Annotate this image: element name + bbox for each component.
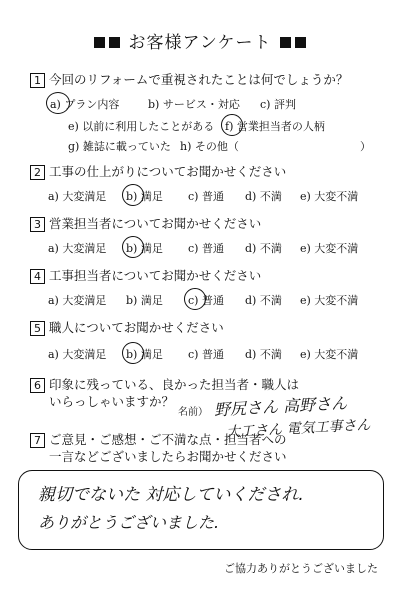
name-label: 名前）	[178, 407, 208, 418]
question-text: 今回のリフォームで重視されたことは何でしょうか？	[49, 72, 349, 87]
option-b[interactable]: b) サービス・対応	[148, 98, 240, 111]
question-number: 7	[30, 433, 45, 448]
question-7-line2: 一言などございましたらお聞かせください	[49, 449, 287, 464]
rating-b[interactable]: b) 満足	[126, 294, 163, 307]
rating-a[interactable]: a) 大変満足	[48, 348, 107, 361]
rating-b[interactable]: b) 満足	[126, 242, 163, 255]
question-text: 工事の仕上がりについてお聞かせください	[49, 164, 287, 179]
question-text: 印象に残っている、良かった担当者・職人は	[49, 377, 300, 392]
option-f[interactable]: f) 営業担当者の人柄	[225, 120, 325, 133]
selection-circle	[122, 236, 144, 258]
question-2	[30, 162, 286, 180]
square-bullet-icon	[280, 37, 291, 48]
rating-e[interactable]: e) 大変不満	[300, 348, 359, 361]
title-text: お客様アンケート	[128, 33, 272, 53]
handwritten-names: 野尻さん 高野さん	[213, 393, 348, 420]
question-text: 工事担当者についてお聞かせください	[49, 268, 262, 283]
rating-e[interactable]: e) 大変不満	[300, 294, 359, 307]
question-6	[30, 375, 299, 393]
question-1	[30, 70, 348, 88]
rating-d[interactable]: d) 不満	[245, 190, 282, 203]
rating-b[interactable]: b) 満足	[126, 348, 163, 361]
rating-d[interactable]: d) 不満	[245, 294, 282, 307]
option-e[interactable]: e) 以前に利用したことがある	[68, 120, 215, 133]
option-c[interactable]: c) 評判	[260, 98, 296, 111]
option-a[interactable]: a) プラン内容	[50, 98, 120, 111]
question-number: 3	[30, 217, 45, 232]
rating-c[interactable]: c) 普通	[188, 348, 224, 361]
question-3	[30, 214, 261, 232]
selection-circle	[122, 184, 144, 206]
question-7	[30, 430, 287, 448]
question-text: 職人についてお聞かせください	[49, 320, 224, 335]
question-number: 6	[30, 378, 45, 393]
question-number: 4	[30, 269, 45, 284]
question-number: 1	[30, 73, 45, 88]
question-number: 5	[30, 321, 45, 336]
question-text: 営業担当者についてお聞かせください	[49, 216, 262, 231]
handwritten-roles: 大工さん 電気工事さん	[225, 417, 371, 441]
rating-c[interactable]: c) 普通	[188, 294, 224, 307]
rating-c[interactable]: c) 普通	[188, 242, 224, 255]
selection-circle	[46, 92, 70, 114]
option-h[interactable]: h) その他（	[180, 140, 239, 153]
question-5	[30, 318, 224, 336]
option-g[interactable]: g) 雑誌に載っていた	[68, 140, 171, 153]
option-h-close: ）	[360, 140, 371, 153]
rating-a[interactable]: a) 大変満足	[48, 294, 107, 307]
selection-circle	[221, 114, 243, 136]
selection-circle	[184, 288, 206, 310]
question-text: ご意見・ご感想・ご不満な点・担当者への	[49, 432, 287, 447]
footer-thanks: ご協力ありがとうございました	[224, 562, 378, 575]
square-bullet-icon	[94, 37, 105, 48]
rating-a[interactable]: a) 大変満足	[48, 242, 107, 255]
survey-title	[0, 28, 400, 53]
question-4	[30, 266, 261, 284]
question-6-line2: いらっしゃいますか？	[49, 394, 175, 409]
rating-a[interactable]: a) 大変満足	[48, 190, 107, 203]
rating-e[interactable]: e) 大変不満	[300, 242, 359, 255]
rating-c[interactable]: c) 普通	[188, 190, 224, 203]
rating-e[interactable]: e) 大変不満	[300, 190, 359, 203]
rating-d[interactable]: d) 不満	[245, 348, 282, 361]
square-bullet-icon	[295, 37, 306, 48]
square-bullet-icon	[109, 37, 120, 48]
rating-d[interactable]: d) 不満	[245, 242, 282, 255]
rating-b[interactable]: b) 満足	[126, 190, 163, 203]
question-number: 2	[30, 165, 45, 180]
handwritten-comment-line-2: ありがとうございました.	[38, 513, 220, 532]
selection-circle	[122, 342, 144, 364]
handwritten-comment-line-1: 親切でないた 対応していくだされ.	[38, 485, 304, 505]
